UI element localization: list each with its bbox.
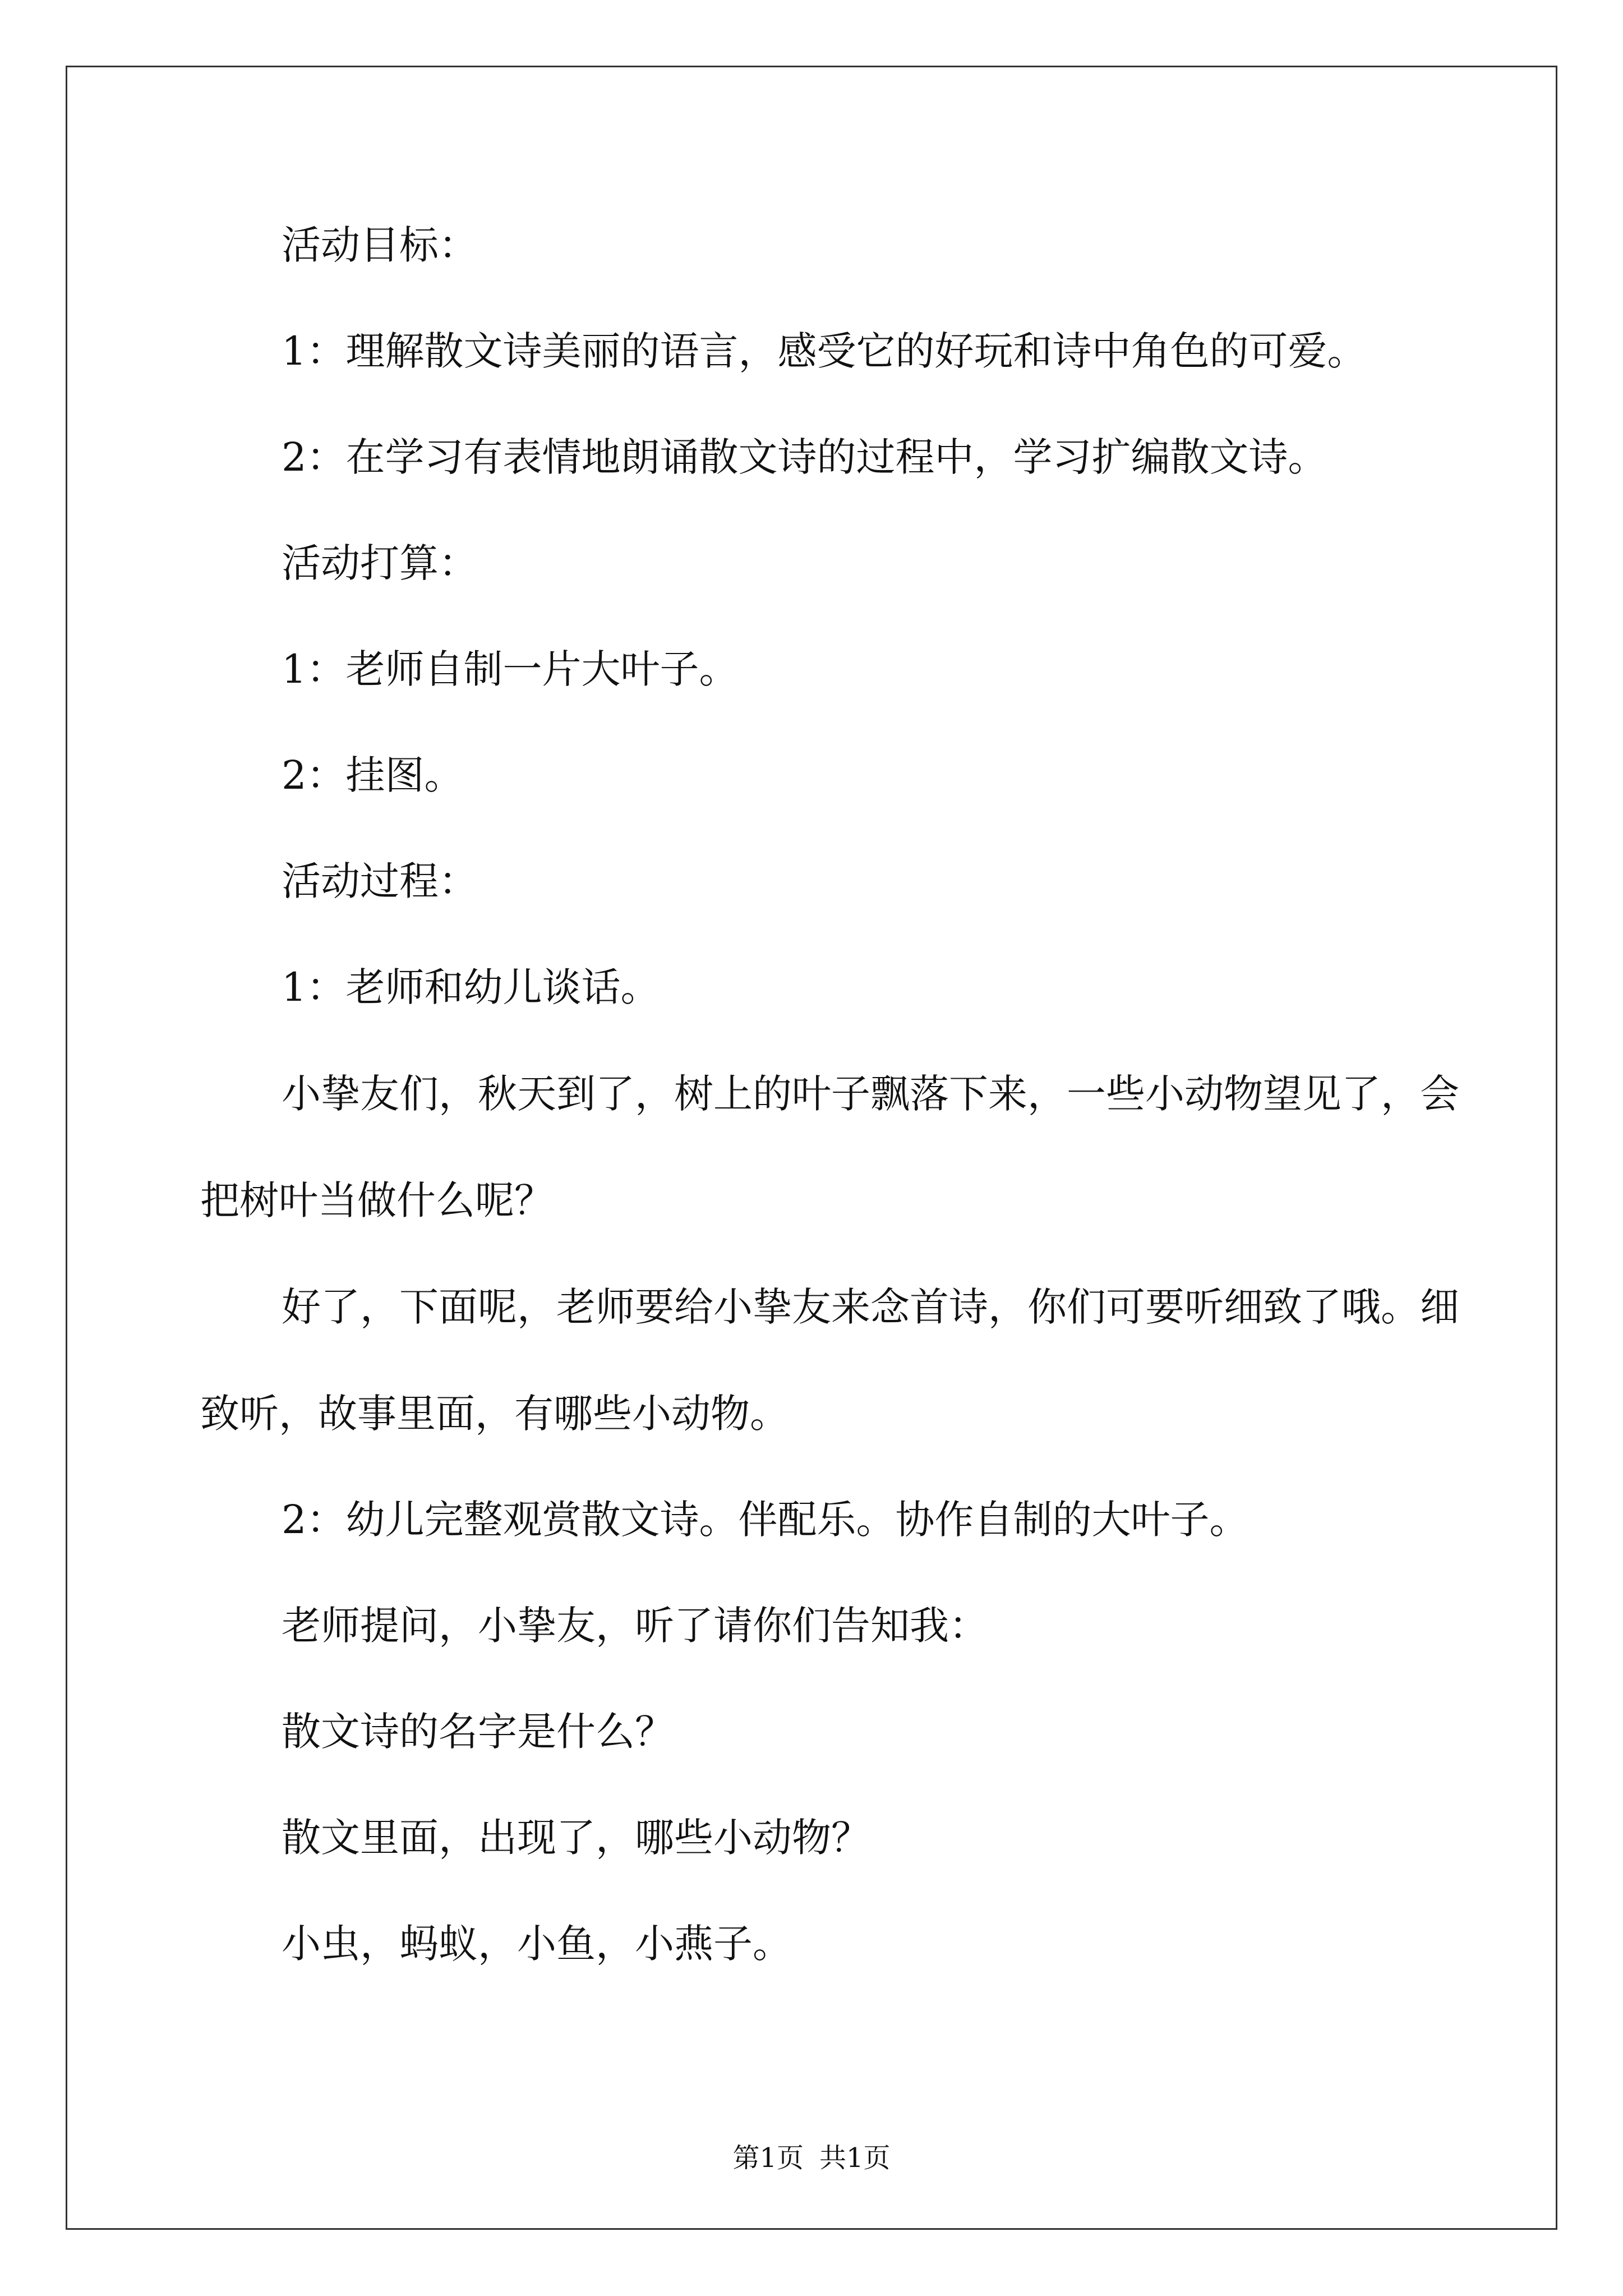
goal-item-2: 2：在学习有表情地朗诵散文诗的过程中，学习扩编散文诗。 (282, 434, 1327, 480)
heading-activity-process: 活动过程： (282, 858, 478, 904)
heading-activity-goals: 活动目标： (282, 222, 478, 268)
page-number-current: 第1页 (732, 2142, 804, 2174)
process-item-1: 1：老师和幼儿谈话。 (282, 964, 660, 1010)
paragraph-autumn-intro: 小挚友们，秋天到了，树上的叶子飘落下来，一些小动物望见了，会把树叶当做什么呢？ (200, 1071, 1459, 1223)
preparation-item-2: 2：挂图。 (282, 752, 464, 798)
page-footer (0, 2136, 1623, 2175)
answer-animals: 小虫，蚂蚁，小鱼，小燕子。 (282, 1921, 792, 1967)
goal-item-1: 1：理解散文诗美丽的语言，感受它的好玩和诗中角色的可爱。 (282, 328, 1367, 374)
paragraph-listen-carefully: 好了，下面呢，老师要给小挚友来念首诗，你们可要听细致了哦。细致听，故事里面，有哪些小动物。 (200, 1284, 1459, 1437)
paragraph-teacher-question: 老师提问，小挚友，听了请你们告知我： (282, 1603, 988, 1649)
preparation-item-1: 1：老师自制一片大叶子。 (282, 646, 739, 692)
heading-activity-preparation: 活动打算： (282, 540, 478, 586)
question-poem-name: 散文诗的名字是什么？ (282, 1709, 674, 1755)
document-body (200, 219, 1468, 2023)
page-number-total: 共1页 (819, 2142, 891, 2174)
question-animals: 散文里面，出现了，哪些小动物？ (282, 1815, 870, 1861)
process-item-2: 2：幼儿完整观赏散文诗。伴配乐。协作自制的大叶子。 (282, 1497, 1249, 1543)
